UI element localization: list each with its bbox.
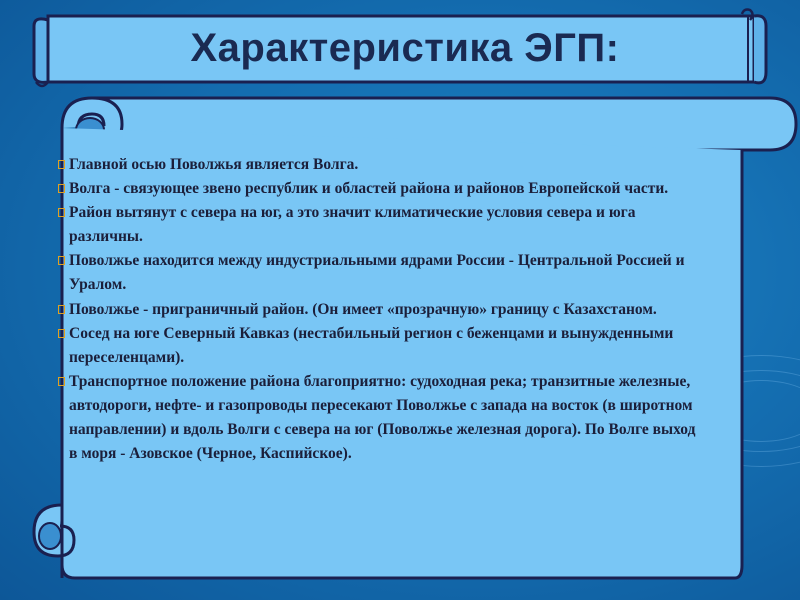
bullet-icon bbox=[58, 256, 65, 265]
list-item bbox=[58, 177, 698, 201]
bullet-icon bbox=[58, 329, 65, 338]
bullet-icon bbox=[58, 208, 65, 217]
list-item bbox=[58, 201, 698, 249]
list-item-text: Волга - связующее звено республик и областей района и районов Европейской части. bbox=[69, 180, 669, 198]
bullet-icon bbox=[58, 305, 65, 314]
list-item bbox=[58, 249, 698, 297]
list-item-text: Транспортное положение района благоприятно: судоходная река; транзитные железные, автодороги, нефте- и газопроводы пересекают Поволжье с запада на восток (в широтном направлении) и вдоль Волги с севера на юг (Поволжье железная дорога). По Волге выход в моря - Азовское (Черное, Каспийское). bbox=[69, 372, 696, 463]
content-list bbox=[58, 153, 698, 466]
list-item bbox=[58, 298, 698, 322]
bullet-icon bbox=[58, 377, 65, 386]
list-item-text: Поволжье - приграничный район. (Он имеет «прозрачную» границу с Казахстаном. bbox=[69, 300, 657, 318]
list-item-text: Главной осью Поволжья является Волга. bbox=[69, 156, 359, 173]
bullet-icon bbox=[58, 160, 65, 169]
list-item-text: Сосед на юге Северный Кавказ (нестабильный регион с беженцами и вынужденными переселенцами). bbox=[69, 324, 674, 366]
list-item bbox=[58, 322, 698, 370]
slide-title: Характеристика ЭГП: bbox=[190, 26, 620, 70]
list-item-text: Поволжье находится между индустриальными ядрами России - Центральной Россией и Уралом. bbox=[69, 252, 685, 294]
list-item bbox=[58, 153, 698, 177]
list-item-text: Район вытянут с севера на юг, а это значит климатические условия севера и юга различны. bbox=[69, 204, 636, 246]
list-item bbox=[58, 370, 698, 466]
bullet-icon bbox=[58, 184, 65, 193]
